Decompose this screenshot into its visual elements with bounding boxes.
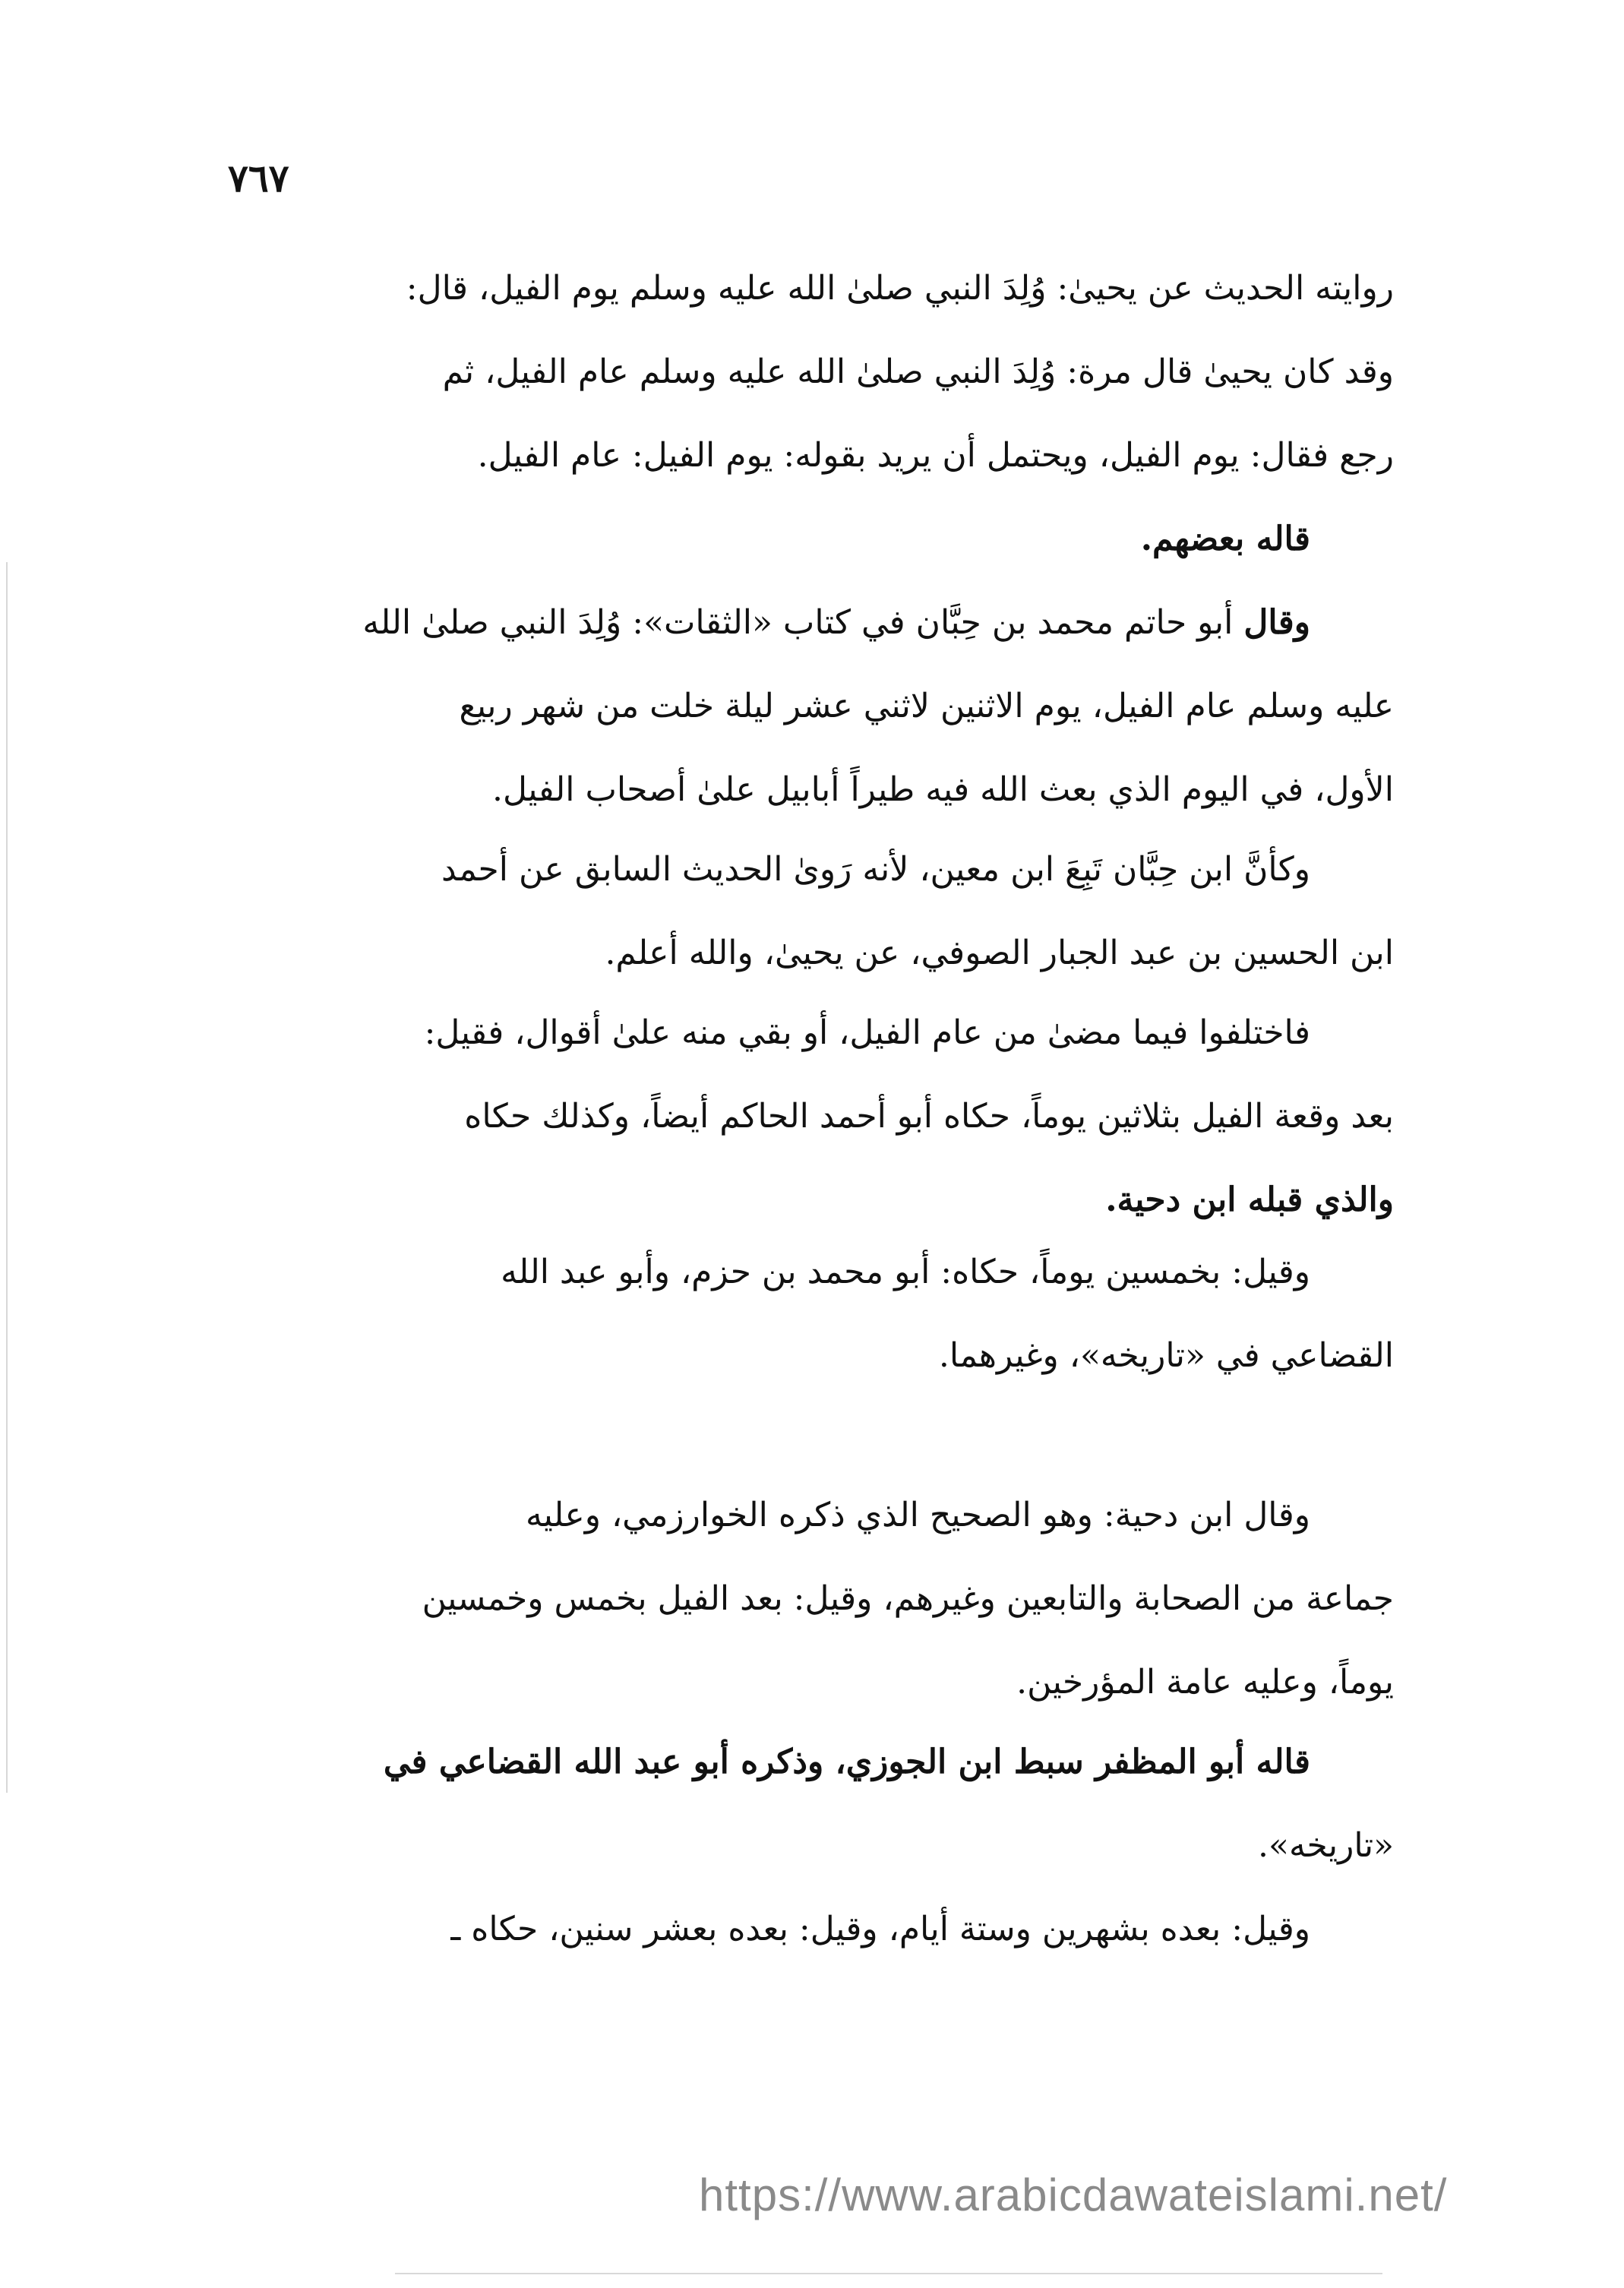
text-line: بعد وقعة الفيل بثلاثين يوماً، حكاه أبو أحمد الحاكم أيضاً، وكذلك حكاه <box>464 1097 1394 1136</box>
text-line: وقد كان يحيىٰ قال مرة: وُلِدَ النبي صلىٰ الله عليه وسلم عام الفيل، ثم <box>442 352 1394 391</box>
text-line: الأول، في اليوم الذي بعث الله فيه طيراً أبابيل علىٰ أصحاب الفيل. <box>491 770 1394 809</box>
text-line <box>224 581 1394 665</box>
scan-edge-bottom <box>395 2273 1382 2274</box>
text-line: عليه وسلم عام الفيل، يوم الاثنين لاثني عشر ليلة خلت من شهر ربيع <box>459 687 1394 725</box>
text-line: قاله بعضهم. <box>1140 520 1310 558</box>
text-line: والذي قبله ابن دحية. <box>1105 1180 1394 1219</box>
text-line: جماعة من الصحابة والتابعين وغيرهم، وقيل: بعد الفيل بخمس وخمسين <box>422 1579 1394 1618</box>
text-line: القضاعي في «تاريخه»، وغيرهما. <box>938 1336 1394 1375</box>
text-line: ابن الحسين بن عبد الجبار الصوفي، عن يحيىٰ، والله أعلم. <box>605 934 1394 972</box>
text-line: وقيل: بعده بشهرين وستة أيام، وقيل: بعده بعشر سنين، حكاه ـ <box>450 1910 1310 1948</box>
paragraph-2 <box>224 498 1394 581</box>
paragraph-9 <box>224 1888 1394 1971</box>
paragraph-1 <box>224 247 1394 498</box>
text-line: فاختلفوا فيما مضىٰ من عام الفيل، أو بقي منه علىٰ أقوال، فقيل: <box>424 1013 1310 1052</box>
text-line: «تاريخه». <box>1258 1826 1394 1865</box>
text-line-rest: أبو حاتم محمد بن حِبَّان في كتاب «الثقات»: وُلِدَ النبي صلىٰ الله <box>362 603 1244 642</box>
paragraph-8 <box>224 1721 1394 1888</box>
watermark-url: https://www.arabicdawateislami.net/ <box>699 2169 1448 2220</box>
scan-edge-left <box>6 562 8 1793</box>
text-line: وكأنَّ ابن حِبَّان تَبِعَ ابن معين، لأنه رَوىٰ الحديث السابق عن أحمد <box>441 850 1310 889</box>
paragraph-4 <box>224 828 1394 995</box>
paragraph-5 <box>224 991 1394 1242</box>
text-line: يوماً، وعليه عامة المؤرخين. <box>1016 1663 1394 1702</box>
paragraph-7 <box>224 1474 1394 1724</box>
paragraph-3 <box>224 581 1394 832</box>
text-line: وقيل: بخمسين يوماً، حكاه: أبو محمد بن حزم، وأبو عبد الله <box>501 1253 1310 1291</box>
text-line: وقال ابن دحية: وهو الصحيح الذي ذكره الخوارزمي، وعليه <box>526 1496 1310 1534</box>
paragraph-6 <box>224 1231 1394 1398</box>
text-line: رجع فقال: يوم الفيل، ويحتمل أن يريد بقوله: يوم الفيل: عام الفيل. <box>477 436 1394 475</box>
text-line: قاله أبو المظفر سبط ابن الجوزي، وذكره أبو عبد الله القضاعي في <box>383 1743 1310 1781</box>
text-line: روايته الحديث عن يحيىٰ: وُلِدَ النبي صلىٰ الله عليه وسلم يوم الفيل، قال: <box>406 269 1394 308</box>
page-number: ٧٦٧ <box>228 156 289 201</box>
lead-word: وقال <box>1243 603 1310 642</box>
